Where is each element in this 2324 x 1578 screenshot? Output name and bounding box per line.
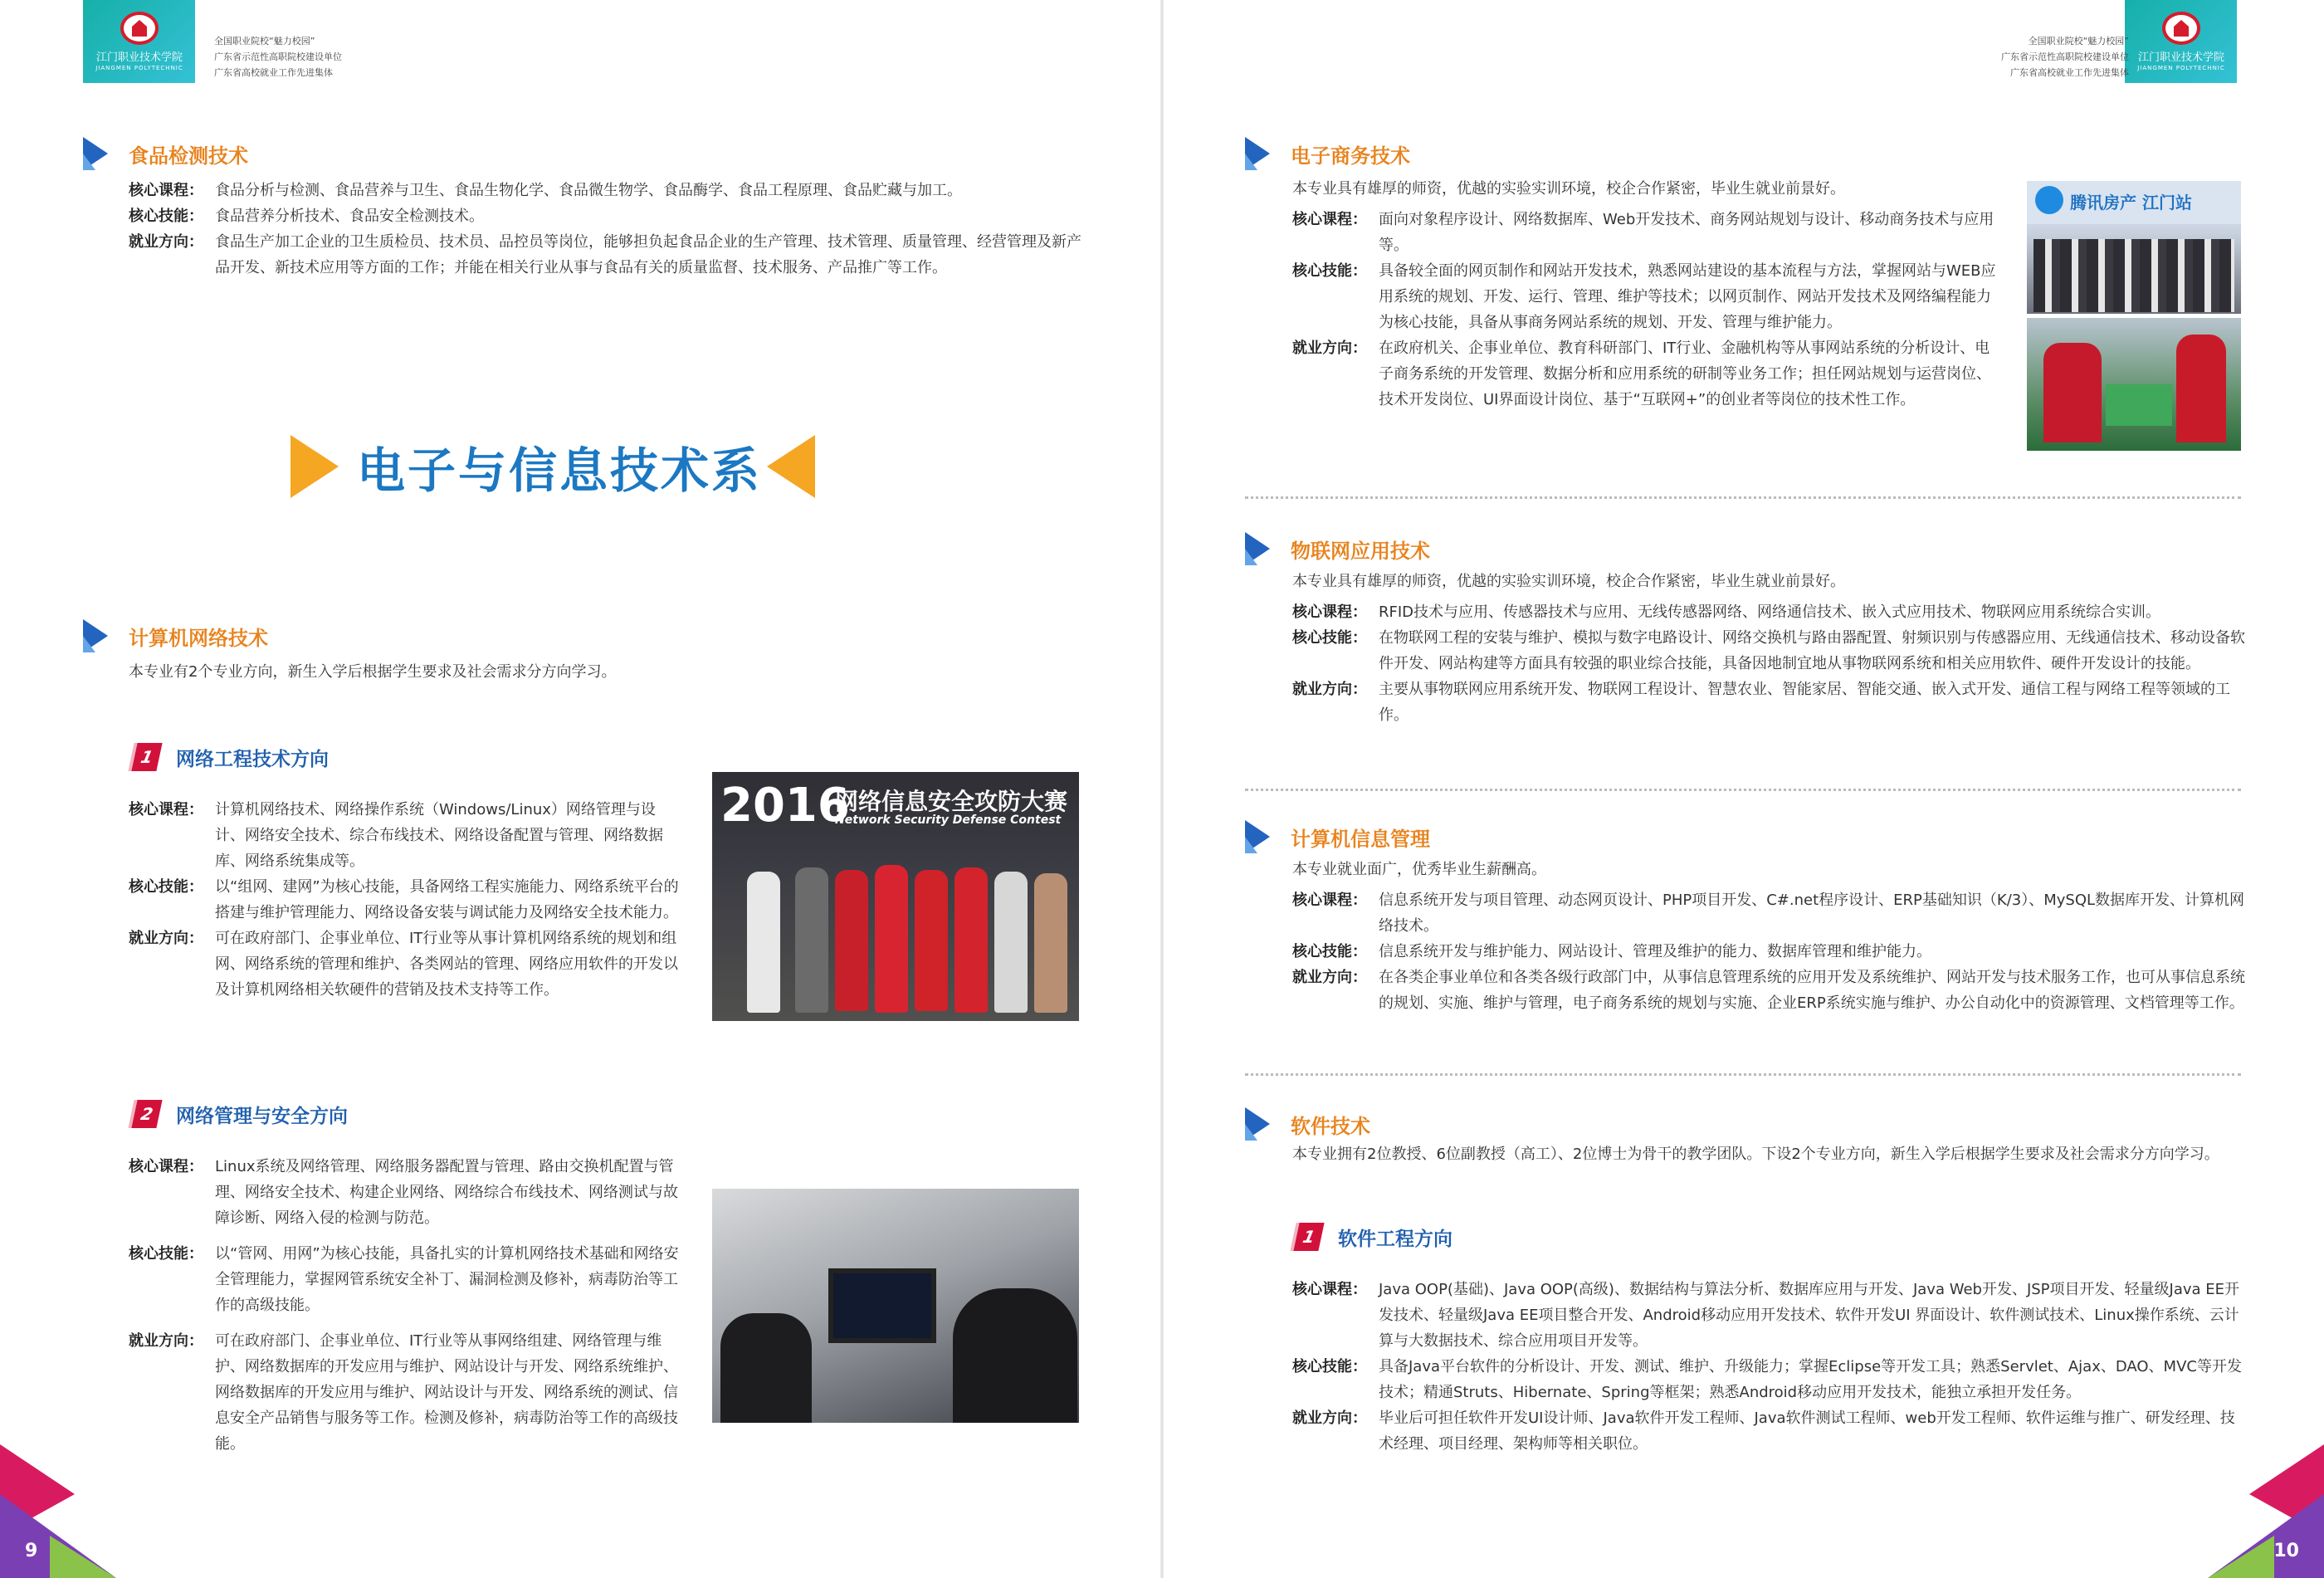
section-title-text: 物联网应用技术 bbox=[1291, 539, 1430, 563]
section-arrow-icon bbox=[1245, 1107, 1270, 1141]
row-value: 具备Java平台软件的分析设计、开发、测试、维护、升级能力；掌握Eclipse等开发工具；熟悉Servlet、Ajax、DAO、MVC等开发技术；精通Struts、Hibernate、Spring等框架；熟悉Android移动应用开发技术，能独立承担开发任务。 bbox=[1379, 1358, 2242, 1401]
row-value: 在物联网工程的安装与维护、模拟与数字电路设计、网络交换机与路由器配置、射频识别与传感器应用、无线通信技术、移动设备软件开发、网站构建等方面具有较强的职业综合技能，具备因地制宜地从事物联网系统和相关应用软件、硬件开发设计的技能。 bbox=[1379, 629, 2245, 672]
detail-row bbox=[1292, 1277, 2247, 1354]
dept-arrow-left-icon bbox=[767, 435, 815, 498]
network-intro: 本专业有2个专业方向，新生入学后根据学生要求及社会需求分方向学习。 bbox=[129, 663, 617, 681]
section-title-text: 软件技术 bbox=[1291, 1114, 1370, 1138]
row-value: 在政府机关、企事业单位、教育科研部门、IT行业、金融机构等从事网站系统的分析设计、电子商务系统的开发管理、数据分析和应用系统的研制等业务工作；担任网站规划与运营岗位、技术开发岗位、UI界面设计岗位、基于“互联网+”的创业者等岗位的技术性工作。 bbox=[1379, 340, 1991, 408]
row-value: 以“管网、用网”为核心技能，具备扎实的计算机网络技术基础和网络安全管理能力，掌握网管系统安全补丁、漏洞检测及修补，病毒防治等工作的高级技能。 bbox=[215, 1245, 679, 1314]
section-divider bbox=[1245, 1073, 2241, 1076]
corner-decoration bbox=[0, 1444, 116, 1578]
row-key: 就业方向： bbox=[1292, 681, 1367, 698]
section-cis-title bbox=[1245, 820, 1430, 853]
section-intro: 本专业具有雄厚的师资，优越的实验实训环境，校企合作紧密，毕业生就业前景好。 bbox=[1292, 180, 1845, 198]
person-shape bbox=[953, 1288, 1077, 1423]
row-key: 就业方向： bbox=[129, 930, 203, 947]
row-key: 核心课程： bbox=[129, 801, 203, 818]
row-value: 面向对象程序设计、网络数据库、Web开发技术、商务网站规划与设计、移动商务技术与应用等。 bbox=[1379, 211, 1994, 254]
detail-row bbox=[1292, 1405, 2247, 1457]
department-title-text: 电子与信息技术系 bbox=[357, 442, 763, 499]
detail-row bbox=[129, 1241, 685, 1318]
section-title-text: 电子商务技术 bbox=[1291, 144, 1410, 168]
software-eng-details bbox=[1292, 1277, 2247, 1457]
subsection-title-text: 网络工程技术方向 bbox=[176, 748, 329, 770]
row-value: 在各类企事业单位和各类各级行政部门中，从事信息管理系统的应用开发及系统维护、网站开发与技术服务工作，也可从事信息系统的规划、实施、维护与管理，电子商务系统的规划与实施、企业ERP系统实施与维护、办公自动化中的资源管理、文档管理等工作。 bbox=[1379, 969, 2245, 1012]
computer-lab-photo bbox=[712, 1189, 1079, 1423]
food-details bbox=[129, 178, 1083, 281]
detail-row bbox=[1292, 599, 2247, 625]
person-shape bbox=[2043, 343, 2102, 442]
ecommerce-photo-event bbox=[2027, 318, 2241, 451]
row-value: 可在政府部门、企事业单位、IT行业等从事网络组建、网络管理与维护、网络数据库的开发应用与维护、网站设计与开发、网络系统维护、网络数据库的开发应用与维护、网站设计与开发、网络系统的测试、信息安全产品销售与服务等工作。检测及修补，病毒防治等工作的高级技能。 bbox=[215, 1332, 678, 1453]
row-key: 就业方向： bbox=[129, 233, 203, 251]
subsection-network-mgmt bbox=[134, 1100, 348, 1128]
row-key: 核心技能： bbox=[129, 1245, 203, 1263]
section-software-title bbox=[1245, 1107, 1370, 1141]
person-shape bbox=[875, 865, 908, 1013]
monitor-shape bbox=[828, 1268, 936, 1343]
row-key: 核心技能： bbox=[1292, 943, 1367, 960]
number-badge: 2 bbox=[131, 1100, 162, 1128]
detail-row bbox=[1292, 939, 2247, 965]
college-logo bbox=[2125, 0, 2237, 83]
logo-cn-text: 江门职业技术学院 bbox=[95, 51, 183, 64]
detail-row bbox=[129, 874, 685, 926]
person-shape bbox=[795, 867, 828, 1013]
row-value: 具备较全面的网页制作和网站开发技术，熟悉网站建设的基本流程与方法，掌握网站与WEB应用系统的规划、开发、运行、管理、维护等技术；以网页制作、网站开发技术及网络编程能力为核心技能，具备从事商务网站系统的规划、开发、管理与维护能力。 bbox=[1379, 262, 1996, 331]
logo-en-text: JIANGMEN POLYTECHNIC bbox=[2137, 65, 2225, 71]
section-divider bbox=[1245, 496, 2241, 499]
subsection-network-eng bbox=[134, 743, 329, 771]
row-key: 就业方向： bbox=[129, 1332, 203, 1350]
header-line: 广东省示范性高职院校建设单位 bbox=[2001, 51, 2129, 62]
header-line: 广东省示范性高职院校建设单位 bbox=[214, 51, 342, 62]
section-iot-title bbox=[1245, 532, 1430, 565]
section-food-title bbox=[83, 137, 248, 170]
section-arrow-icon bbox=[83, 137, 108, 170]
row-value: 信息系统开发与维护能力、网站设计、管理及维护的能力、数据库管理和维护能力。 bbox=[1379, 943, 1931, 960]
section-divider bbox=[1245, 789, 2241, 791]
row-key: 核心技能： bbox=[1292, 262, 1367, 280]
row-key: 就业方向： bbox=[1292, 969, 1367, 986]
row-key: 核心技能： bbox=[1292, 1358, 1367, 1375]
row-key: 核心课程： bbox=[1292, 211, 1367, 228]
row-value: 食品分析与检测、食品营养与卫生、食品生物化学、食品微生物学、食品酶学、食品工程原理、食品贮藏与加工。 bbox=[215, 182, 962, 199]
section-network-title bbox=[83, 619, 268, 652]
contest-en-text: Network Security Defense Contest bbox=[835, 813, 1062, 827]
person-shape bbox=[954, 867, 988, 1013]
row-value: 毕业后可担任软件开发UI设计师、Java软件开发工程师、Java软件测试工程师、web开发工程师、软件运维与推广、研发经理、技术经理、项目经理、架构师等相关职位。 bbox=[1379, 1409, 2235, 1453]
dept-arrow-right-icon bbox=[290, 435, 339, 498]
person-shape bbox=[915, 870, 948, 1011]
row-key: 核心技能： bbox=[129, 208, 203, 225]
row-value: 主要从事物联网应用系统开发、物联网工程设计、智慧农业、智能家居、智能交通、嵌入式开发、通信工程与网络工程等领域的工作。 bbox=[1379, 681, 2230, 724]
number-badge: 1 bbox=[131, 743, 162, 771]
detail-row bbox=[1292, 677, 2247, 728]
detail-row bbox=[1292, 1354, 2247, 1405]
detail-row bbox=[1292, 887, 2247, 939]
section-arrow-icon bbox=[83, 619, 108, 652]
contest-team-photo bbox=[712, 772, 1079, 1021]
network-eng-details bbox=[129, 797, 685, 1003]
section-title-text: 计算机信息管理 bbox=[1291, 827, 1430, 851]
detail-row bbox=[129, 1154, 685, 1231]
row-value: Linux系统及网络管理、网络服务器配置与管理、路由交换机配置与管理、网络安全技术、构建企业网络、网络综合布线技术、网络测试与故障诊断、网络入侵的检测与防范。 bbox=[215, 1158, 678, 1227]
logo-en-text: JIANGMEN POLYTECHNIC bbox=[95, 65, 183, 71]
ecommerce-photo-group bbox=[2027, 181, 2241, 314]
subsection-software-eng bbox=[1296, 1223, 1452, 1251]
contest-name-text: 网络信息安全攻防大赛 bbox=[835, 788, 1068, 815]
right-page bbox=[1162, 0, 2324, 1578]
header-line: 广东省高校就业工作先进集体 bbox=[214, 67, 333, 78]
header-honors bbox=[2001, 33, 2129, 81]
logo-cn-text: 江门职业技术学院 bbox=[2137, 51, 2224, 64]
row-value: 可在政府部门、企事业单位、IT行业等从事计算机网络系统的规划和组网、网络系统的管理和维护、各类网站的管理、网络应用软件的开发以及计算机网络相关软硬件的营销及技术支持等工作。 bbox=[215, 930, 678, 999]
people-row-shape bbox=[2034, 239, 2234, 312]
cis-details bbox=[1292, 857, 2247, 1016]
detail-row bbox=[1292, 965, 2247, 1016]
college-emblem-icon bbox=[2162, 12, 2200, 45]
person-shape bbox=[835, 870, 868, 1011]
iot-details bbox=[1292, 569, 2247, 728]
section-intro: 本专业具有雄厚的师资，优越的实验实训环境，校企合作紧密，毕业生就业前景好。 bbox=[1292, 573, 1845, 590]
row-value: 信息系统开发与项目管理、动态网页设计、PHP项目开发、C#.net程序设计、ERP基础知识（K/3）、MySQL数据库开发、计算机网络技术。 bbox=[1379, 892, 2245, 935]
section-arrow-icon bbox=[1245, 532, 1270, 565]
detail-row bbox=[1292, 625, 2247, 677]
row-key: 核心技能： bbox=[129, 878, 203, 896]
detail-row bbox=[129, 178, 1083, 203]
header-line: 全国职业院校“魅力校园” bbox=[214, 36, 315, 46]
row-value: 食品营养分析技术、食品安全检测技术。 bbox=[215, 208, 484, 225]
row-key: 核心技能： bbox=[1292, 629, 1367, 647]
network-mgmt-details bbox=[129, 1154, 685, 1457]
ecommerce-details bbox=[1292, 176, 1998, 413]
section-intro: 本专业就业面广，优秀毕业生薪酬高。 bbox=[1292, 861, 1546, 878]
detail-row bbox=[1292, 335, 1998, 413]
person-shape bbox=[994, 872, 1028, 1013]
section-arrow-icon bbox=[1245, 137, 1270, 170]
page-number: 10 bbox=[2273, 1541, 2299, 1561]
person-shape bbox=[747, 872, 780, 1013]
detail-row bbox=[1292, 258, 1998, 335]
subsection-title-text: 网络管理与安全方向 bbox=[176, 1105, 348, 1127]
row-key: 核心课程： bbox=[129, 1158, 203, 1175]
header-honors bbox=[214, 33, 342, 81]
page-number: 9 bbox=[25, 1541, 38, 1561]
detail-row bbox=[129, 926, 685, 1003]
section-title-text: 计算机网络技术 bbox=[129, 626, 268, 650]
corner-decoration bbox=[2208, 1444, 2324, 1578]
college-logo bbox=[83, 0, 195, 83]
department-title bbox=[290, 432, 815, 501]
section-title-text: 食品检测技术 bbox=[129, 144, 248, 168]
table-shape bbox=[2106, 384, 2172, 426]
row-key: 就业方向： bbox=[1292, 340, 1367, 357]
detail-row bbox=[129, 229, 1083, 281]
detail-row bbox=[1292, 207, 1998, 258]
row-key: 核心课程： bbox=[1292, 892, 1367, 909]
row-key: 核心课程： bbox=[1292, 603, 1367, 621]
header-line: 全国职业院校“魅力校园” bbox=[2028, 36, 2129, 46]
detail-row bbox=[129, 1328, 685, 1457]
subsection-title-text: 软件工程方向 bbox=[1338, 1228, 1452, 1250]
contest-year-text: 2016 bbox=[720, 779, 850, 833]
banner-text: 腾讯房产 江门站 bbox=[2070, 193, 2192, 213]
row-value: RFID技术与应用、传感器技术与应用、无线传感器网络、网络通信技术、嵌入式应用技术、物联网应用系统综合实训。 bbox=[1379, 603, 2161, 621]
number-badge: 1 bbox=[1293, 1223, 1324, 1251]
row-key: 核心课程： bbox=[129, 182, 203, 199]
college-emblem-icon bbox=[120, 12, 159, 45]
row-key: 核心课程： bbox=[1292, 1281, 1367, 1298]
tencent-logo-icon bbox=[2035, 186, 2063, 214]
header-line: 广东省高校就业工作先进集体 bbox=[2010, 67, 2129, 78]
detail-row bbox=[129, 797, 685, 874]
row-key: 就业方向： bbox=[1292, 1409, 1367, 1427]
person-shape bbox=[2176, 335, 2226, 442]
row-value: Java OOP(基础)、Java OOP(高级)、数据结构与算法分析、数据库应用与开发、Java Web开发、JSP项目开发、轻量级Java EE开发技术、轻量级Java EE项目整合开发、Android移动应用开发技术、软件开发UI 界面设计、软件测试技术、Linux操作系统、云计算与大数据技术、综合应用项目开发等。 bbox=[1379, 1281, 2240, 1350]
software-intro: 本专业拥有2位教授、6位副教授（高工）、2位博士为骨干的教学团队。下设2个专业方向，新生入学后根据学生要求及社会需求分方向学习。 bbox=[1292, 1146, 2219, 1163]
row-value: 以“组网、建网”为核心技能，具备网络工程实施能力、网络系统平台的搭建与维护管理能力、网络设备安装与调试能力及网络安全技术能力。 bbox=[215, 878, 679, 921]
person-shape bbox=[720, 1313, 812, 1423]
person-shape bbox=[1034, 873, 1067, 1013]
detail-row bbox=[129, 203, 1083, 229]
section-arrow-icon bbox=[1245, 820, 1270, 853]
row-value: 食品生产加工企业的卫生质检员、技术员、品控员等岗位，能够担负起食品企业的生产管理、技术管理、质量管理、经营管理及新产品开发、新技术应用等方面的工作；并能在相关行业从事与食品有关的质量监督、技术服务、产品推广等工作。 bbox=[215, 233, 1081, 276]
row-value: 计算机网络技术、网络操作系统（Windows/Linux）网络管理与设计、网络安全技术、综合布线技术、网络设备配置与管理、网络数据库、网络系统集成等。 bbox=[215, 801, 663, 870]
section-ecommerce-title bbox=[1245, 137, 1410, 170]
